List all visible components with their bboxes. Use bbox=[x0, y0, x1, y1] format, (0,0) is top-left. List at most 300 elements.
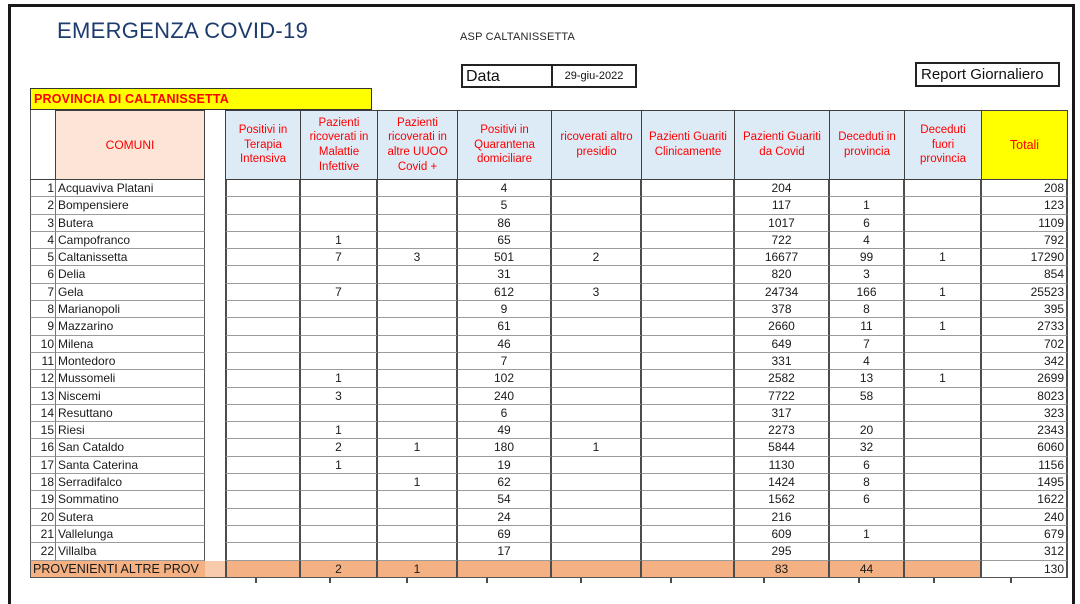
data-cell[interactable] bbox=[378, 180, 458, 197]
data-cell[interactable]: 13 bbox=[830, 370, 905, 387]
footer-cell[interactable]: 44 bbox=[830, 561, 905, 578]
row-number[interactable]: 5 bbox=[30, 249, 55, 266]
data-cell[interactable] bbox=[225, 353, 301, 370]
comuni-header[interactable]: COMUNI bbox=[55, 110, 205, 180]
data-cell[interactable] bbox=[642, 439, 735, 456]
column-header-4[interactable]: Positivi in Quarantena domiciliare bbox=[458, 110, 552, 180]
data-cell[interactable] bbox=[552, 509, 642, 526]
data-cell[interactable]: 3 bbox=[378, 249, 458, 266]
data-cell[interactable] bbox=[830, 405, 905, 422]
column-border-sliver bbox=[331, 578, 408, 583]
row-number[interactable]: 11 bbox=[30, 353, 55, 370]
data-cell[interactable] bbox=[378, 405, 458, 422]
data-cell[interactable]: 65 bbox=[458, 232, 552, 249]
data-cell[interactable]: 117 bbox=[735, 197, 830, 214]
data-cell[interactable]: 612 bbox=[458, 284, 552, 301]
comune-name[interactable]: Milena bbox=[55, 336, 205, 353]
data-cell[interactable] bbox=[378, 388, 458, 405]
data-cell[interactable]: 1622 bbox=[982, 491, 1068, 508]
data-cell[interactable]: 240 bbox=[458, 388, 552, 405]
data-cell[interactable] bbox=[552, 180, 642, 197]
data-cell[interactable] bbox=[552, 232, 642, 249]
data-cell[interactable] bbox=[552, 422, 642, 439]
row-number[interactable]: 18 bbox=[30, 474, 55, 491]
data-cell[interactable] bbox=[378, 301, 458, 318]
data-cell[interactable] bbox=[301, 405, 378, 422]
data-cell[interactable]: 102 bbox=[458, 370, 552, 387]
data-cell[interactable]: 86 bbox=[458, 215, 552, 232]
data-cell[interactable] bbox=[552, 526, 642, 543]
data-cell[interactable]: 6060 bbox=[982, 439, 1068, 456]
data-cell[interactable]: 323 bbox=[982, 405, 1068, 422]
data-cell[interactable] bbox=[225, 457, 301, 474]
data-cell[interactable]: 1 bbox=[905, 370, 982, 387]
data-cell[interactable]: 7 bbox=[301, 284, 378, 301]
data-cell[interactable]: 1156 bbox=[982, 457, 1068, 474]
comune-name[interactable]: Mussomeli bbox=[55, 370, 205, 387]
data-cell[interactable] bbox=[225, 405, 301, 422]
data-cell[interactable] bbox=[225, 180, 301, 197]
data-cell[interactable]: 1 bbox=[301, 422, 378, 439]
data-cell[interactable] bbox=[642, 266, 735, 283]
data-cell[interactable] bbox=[552, 370, 642, 387]
row-number[interactable]: 21 bbox=[30, 526, 55, 543]
data-cell[interactable] bbox=[378, 266, 458, 283]
data-cell[interactable]: 649 bbox=[735, 336, 830, 353]
comune-name[interactable]: Caltanissetta bbox=[55, 249, 205, 266]
data-cell[interactable]: 792 bbox=[982, 232, 1068, 249]
column-header-8[interactable]: Deceduti in provincia bbox=[830, 110, 905, 180]
data-cell[interactable] bbox=[552, 353, 642, 370]
data-cell[interactable] bbox=[378, 232, 458, 249]
data-cell[interactable] bbox=[830, 509, 905, 526]
data-cell[interactable] bbox=[905, 232, 982, 249]
data-cell[interactable] bbox=[378, 215, 458, 232]
data-cell[interactable] bbox=[378, 197, 458, 214]
row-number[interactable]: 17 bbox=[30, 457, 55, 474]
data-cell[interactable]: 5844 bbox=[735, 439, 830, 456]
data-cell[interactable] bbox=[905, 388, 982, 405]
data-cell[interactable]: 1109 bbox=[982, 215, 1068, 232]
data-cell[interactable] bbox=[642, 284, 735, 301]
data-cell[interactable]: 8023 bbox=[982, 388, 1068, 405]
data-cell[interactable]: 20 bbox=[830, 422, 905, 439]
data-cell[interactable]: 317 bbox=[735, 405, 830, 422]
comune-name[interactable]: Vallelunga bbox=[55, 526, 205, 543]
data-cell[interactable]: 7 bbox=[458, 353, 552, 370]
comune-name[interactable]: Resuttano bbox=[55, 405, 205, 422]
data-cell[interactable] bbox=[225, 301, 301, 318]
data-cell[interactable]: 99 bbox=[830, 249, 905, 266]
data-cell[interactable]: 2733 bbox=[982, 318, 1068, 335]
data-cell[interactable] bbox=[225, 491, 301, 508]
data-cell[interactable]: 7722 bbox=[735, 388, 830, 405]
data-cell[interactable] bbox=[905, 353, 982, 370]
data-cell[interactable] bbox=[378, 284, 458, 301]
data-cell[interactable] bbox=[378, 353, 458, 370]
data-cell[interactable]: 25523 bbox=[982, 284, 1068, 301]
data-cell[interactable]: 854 bbox=[982, 266, 1068, 283]
data-cell[interactable] bbox=[642, 526, 735, 543]
data-cell[interactable]: 331 bbox=[735, 353, 830, 370]
data-cell[interactable]: 24734 bbox=[735, 284, 830, 301]
comune-name[interactable]: Santa Caterina bbox=[55, 457, 205, 474]
data-cell[interactable] bbox=[905, 336, 982, 353]
data-cell[interactable] bbox=[225, 388, 301, 405]
data-cell[interactable]: 16677 bbox=[735, 249, 830, 266]
data-cell[interactable] bbox=[301, 215, 378, 232]
row-number[interactable]: 1 bbox=[30, 180, 55, 197]
data-cell[interactable]: 17 bbox=[458, 543, 552, 560]
comune-name[interactable]: Niscemi bbox=[55, 388, 205, 405]
row-number[interactable]: 14 bbox=[30, 405, 55, 422]
data-cell[interactable] bbox=[642, 180, 735, 197]
footer-cell[interactable]: 2 bbox=[301, 561, 378, 578]
column-header-10[interactable]: Totali bbox=[982, 110, 1068, 180]
data-cell[interactable] bbox=[225, 197, 301, 214]
data-cell[interactable]: 609 bbox=[735, 526, 830, 543]
data-cell[interactable]: 1130 bbox=[735, 457, 830, 474]
data-cell[interactable]: 6 bbox=[458, 405, 552, 422]
data-cell[interactable]: 1 bbox=[378, 439, 458, 456]
data-cell[interactable] bbox=[642, 301, 735, 318]
data-cell[interactable] bbox=[301, 474, 378, 491]
data-cell[interactable]: 1424 bbox=[735, 474, 830, 491]
data-cell[interactable]: 5 bbox=[458, 197, 552, 214]
row-number[interactable]: 7 bbox=[30, 284, 55, 301]
data-cell[interactable] bbox=[552, 301, 642, 318]
data-cell[interactable]: 8 bbox=[830, 301, 905, 318]
data-cell[interactable]: 2343 bbox=[982, 422, 1068, 439]
data-cell[interactable] bbox=[905, 422, 982, 439]
data-cell[interactable]: 722 bbox=[735, 232, 830, 249]
data-cell[interactable]: 3 bbox=[552, 284, 642, 301]
data-cell[interactable] bbox=[905, 474, 982, 491]
data-cell[interactable]: 216 bbox=[735, 509, 830, 526]
data-cell[interactable]: 166 bbox=[830, 284, 905, 301]
comune-name[interactable]: Delia bbox=[55, 266, 205, 283]
data-cell[interactable]: 501 bbox=[458, 249, 552, 266]
comune-name[interactable]: Sutera bbox=[55, 509, 205, 526]
data-cell[interactable] bbox=[642, 249, 735, 266]
column-header-7[interactable]: Pazienti Guariti da Covid bbox=[735, 110, 830, 180]
data-cell[interactable]: 378 bbox=[735, 301, 830, 318]
comune-name[interactable]: Marianopoli bbox=[55, 301, 205, 318]
data-cell[interactable] bbox=[642, 491, 735, 508]
data-cell[interactable] bbox=[642, 509, 735, 526]
data-cell[interactable]: 6 bbox=[830, 491, 905, 508]
data-cell[interactable]: 6 bbox=[830, 215, 905, 232]
data-cell[interactable]: 24 bbox=[458, 509, 552, 526]
data-cell[interactable]: 1 bbox=[905, 318, 982, 335]
data-cell[interactable]: 11 bbox=[830, 318, 905, 335]
data-cell[interactable] bbox=[378, 457, 458, 474]
row-number-header[interactable] bbox=[30, 110, 55, 180]
data-cell[interactable]: 7 bbox=[830, 336, 905, 353]
footer-cell[interactable] bbox=[458, 561, 552, 578]
data-cell[interactable]: 2273 bbox=[735, 422, 830, 439]
data-cell[interactable]: 69 bbox=[458, 526, 552, 543]
data-cell[interactable] bbox=[225, 474, 301, 491]
column-header-2[interactable]: Pazienti ricoverati in Malattie Infettive bbox=[301, 110, 378, 180]
spacer-header bbox=[205, 110, 225, 180]
data-cell[interactable] bbox=[642, 336, 735, 353]
data-cell[interactable] bbox=[642, 388, 735, 405]
column-border-sliver bbox=[255, 578, 331, 583]
row-number[interactable]: 10 bbox=[30, 336, 55, 353]
data-cell[interactable]: 46 bbox=[458, 336, 552, 353]
column-header-6[interactable]: Pazienti Guariti Clinicamente bbox=[642, 110, 735, 180]
data-cell[interactable] bbox=[552, 405, 642, 422]
data-cell[interactable]: 1 bbox=[905, 249, 982, 266]
data-cell[interactable] bbox=[301, 491, 378, 508]
comune-name[interactable]: Campofranco bbox=[55, 232, 205, 249]
row-number[interactable]: 12 bbox=[30, 370, 55, 387]
data-cell[interactable] bbox=[642, 353, 735, 370]
spacer-cell bbox=[205, 509, 225, 526]
data-cell[interactable] bbox=[301, 266, 378, 283]
report-title-cell[interactable]: Report Giornaliero bbox=[915, 62, 1060, 87]
data-cell[interactable]: 1 bbox=[905, 284, 982, 301]
data-cell[interactable]: 9 bbox=[458, 301, 552, 318]
data-cell[interactable] bbox=[301, 353, 378, 370]
data-cell[interactable]: 1 bbox=[830, 197, 905, 214]
data-cell[interactable]: 2 bbox=[301, 439, 378, 456]
data-cell[interactable] bbox=[552, 457, 642, 474]
data-cell[interactable] bbox=[642, 543, 735, 560]
data-cell[interactable] bbox=[905, 266, 982, 283]
data-cell[interactable]: 208 bbox=[982, 180, 1068, 197]
column-border-sliver bbox=[408, 578, 488, 583]
data-cell[interactable] bbox=[552, 197, 642, 214]
comune-name[interactable]: San Cataldo bbox=[55, 439, 205, 456]
data-cell[interactable] bbox=[378, 422, 458, 439]
data-cell[interactable]: 702 bbox=[982, 336, 1068, 353]
data-cell[interactable] bbox=[301, 197, 378, 214]
data-cell[interactable] bbox=[552, 474, 642, 491]
data-cell[interactable]: 1 bbox=[830, 526, 905, 543]
data-cell[interactable] bbox=[301, 180, 378, 197]
data-cell[interactable] bbox=[905, 543, 982, 560]
data-cell[interactable]: 204 bbox=[735, 180, 830, 197]
data-cell[interactable]: 679 bbox=[982, 526, 1068, 543]
data-cell[interactable] bbox=[642, 197, 735, 214]
data-cell[interactable] bbox=[905, 439, 982, 456]
data-cell[interactable]: 123 bbox=[982, 197, 1068, 214]
data-cell[interactable] bbox=[552, 388, 642, 405]
data-cell[interactable] bbox=[642, 457, 735, 474]
data-cell[interactable] bbox=[378, 509, 458, 526]
data-cell[interactable] bbox=[225, 526, 301, 543]
comune-name[interactable]: Villalba bbox=[55, 543, 205, 560]
data-cell[interactable] bbox=[301, 526, 378, 543]
footer-cell[interactable] bbox=[905, 561, 982, 578]
data-cell[interactable]: 62 bbox=[458, 474, 552, 491]
data-cell[interactable] bbox=[378, 526, 458, 543]
comune-name[interactable]: Acquaviva Platani bbox=[55, 180, 205, 197]
comune-name[interactable]: Butera bbox=[55, 215, 205, 232]
data-cell[interactable]: 2582 bbox=[735, 370, 830, 387]
data-cell[interactable] bbox=[830, 180, 905, 197]
row-number[interactable]: 15 bbox=[30, 422, 55, 439]
data-cell[interactable]: 1 bbox=[378, 474, 458, 491]
data-cell[interactable] bbox=[225, 284, 301, 301]
data-cell[interactable]: 820 bbox=[735, 266, 830, 283]
data-cell[interactable]: 395 bbox=[982, 301, 1068, 318]
data-cell[interactable]: 312 bbox=[982, 543, 1068, 560]
data-cell[interactable]: 17290 bbox=[982, 249, 1068, 266]
row-number[interactable]: 13 bbox=[30, 388, 55, 405]
data-cell[interactable] bbox=[225, 336, 301, 353]
data-cell[interactable] bbox=[225, 249, 301, 266]
data-cell[interactable]: 1562 bbox=[735, 491, 830, 508]
data-cell[interactable]: 7 bbox=[301, 249, 378, 266]
row-number[interactable]: 16 bbox=[30, 439, 55, 456]
data-cell[interactable]: 180 bbox=[458, 439, 552, 456]
data-cell[interactable]: 8 bbox=[830, 474, 905, 491]
data-cell[interactable] bbox=[552, 318, 642, 335]
column-border-sliver bbox=[582, 578, 672, 583]
data-cell[interactable]: 54 bbox=[458, 491, 552, 508]
row-number[interactable]: 3 bbox=[30, 215, 55, 232]
column-header-1[interactable]: Positivi in Terapia Intensiva bbox=[225, 110, 301, 180]
data-cell[interactable] bbox=[301, 543, 378, 560]
data-cell[interactable] bbox=[905, 197, 982, 214]
row-number[interactable]: 9 bbox=[30, 318, 55, 335]
data-cell[interactable] bbox=[905, 491, 982, 508]
data-cell[interactable]: 4 bbox=[830, 232, 905, 249]
data-cell[interactable] bbox=[552, 336, 642, 353]
data-cell[interactable] bbox=[301, 318, 378, 335]
column-header-3[interactable]: Pazienti ricoverati in altre UUOO Covid + bbox=[378, 110, 458, 180]
data-cell[interactable] bbox=[642, 215, 735, 232]
data-cell[interactable] bbox=[225, 370, 301, 387]
data-cell[interactable] bbox=[552, 543, 642, 560]
data-cell[interactable]: 3 bbox=[830, 266, 905, 283]
comune-name[interactable]: Montedoro bbox=[55, 353, 205, 370]
data-cell[interactable] bbox=[225, 439, 301, 456]
data-cell[interactable]: 31 bbox=[458, 266, 552, 283]
footer-cell[interactable]: 83 bbox=[735, 561, 830, 578]
data-cell[interactable] bbox=[225, 543, 301, 560]
footer-cell[interactable] bbox=[642, 561, 735, 578]
spacer-cell bbox=[205, 370, 225, 387]
data-cell[interactable]: 61 bbox=[458, 318, 552, 335]
data-cell[interactable]: 342 bbox=[982, 353, 1068, 370]
data-cell[interactable]: 2 bbox=[552, 249, 642, 266]
footer-label[interactable]: PROVENIENTI ALTRE PROV bbox=[30, 561, 205, 578]
footer-cell[interactable]: 1 bbox=[378, 561, 458, 578]
data-cell[interactable]: 49 bbox=[458, 422, 552, 439]
comune-name[interactable]: Mazzarino bbox=[55, 318, 205, 335]
row-number[interactable]: 8 bbox=[30, 301, 55, 318]
data-cell[interactable] bbox=[642, 370, 735, 387]
data-cell[interactable] bbox=[905, 180, 982, 197]
data-cell[interactable] bbox=[642, 405, 735, 422]
data-cell[interactable] bbox=[225, 318, 301, 335]
data-cell[interactable]: 1 bbox=[552, 439, 642, 456]
data-cell[interactable] bbox=[225, 422, 301, 439]
data-cell[interactable] bbox=[642, 232, 735, 249]
footer-cell[interactable]: 130 bbox=[982, 561, 1068, 578]
footer-cell[interactable] bbox=[225, 561, 301, 578]
data-cell[interactable] bbox=[225, 232, 301, 249]
row-number[interactable]: 19 bbox=[30, 491, 55, 508]
data-cell[interactable] bbox=[642, 318, 735, 335]
date-value-cell[interactable]: 29-giu-2022 bbox=[553, 64, 637, 88]
data-cell[interactable] bbox=[552, 215, 642, 232]
row-number[interactable]: 6 bbox=[30, 266, 55, 283]
data-cell[interactable]: 32 bbox=[830, 439, 905, 456]
data-cell[interactable] bbox=[830, 543, 905, 560]
comune-name[interactable]: Bompensiere bbox=[55, 197, 205, 214]
data-cell[interactable] bbox=[301, 509, 378, 526]
table-continuation bbox=[255, 578, 1080, 583]
data-cell[interactable] bbox=[225, 509, 301, 526]
data-cell[interactable] bbox=[378, 370, 458, 387]
comune-name[interactable]: Gela bbox=[55, 284, 205, 301]
data-cell[interactable] bbox=[378, 336, 458, 353]
data-cell[interactable]: 240 bbox=[982, 509, 1068, 526]
data-cell[interactable] bbox=[905, 215, 982, 232]
data-cell[interactable]: 4 bbox=[458, 180, 552, 197]
data-cell[interactable] bbox=[905, 509, 982, 526]
data-cell[interactable] bbox=[378, 491, 458, 508]
data-cell[interactable]: 2660 bbox=[735, 318, 830, 335]
data-cell[interactable] bbox=[905, 301, 982, 318]
data-cell[interactable]: 1495 bbox=[982, 474, 1068, 491]
data-cell[interactable] bbox=[301, 336, 378, 353]
row-number[interactable]: 22 bbox=[30, 543, 55, 560]
data-cell[interactable]: 6 bbox=[830, 457, 905, 474]
date-label-cell[interactable]: Data bbox=[461, 64, 553, 88]
data-cell[interactable] bbox=[642, 422, 735, 439]
data-cell[interactable]: 1 bbox=[301, 457, 378, 474]
data-cell[interactable] bbox=[225, 215, 301, 232]
data-cell[interactable]: 4 bbox=[830, 353, 905, 370]
data-cell[interactable]: 2699 bbox=[982, 370, 1068, 387]
data-cell[interactable] bbox=[378, 318, 458, 335]
data-cell[interactable] bbox=[905, 526, 982, 543]
comune-name[interactable]: Riesi bbox=[55, 422, 205, 439]
footer-cell[interactable] bbox=[552, 561, 642, 578]
data-cell[interactable]: 295 bbox=[735, 543, 830, 560]
data-cell[interactable] bbox=[642, 474, 735, 491]
column-header-5[interactable]: ricoverati altro presidio bbox=[552, 110, 642, 180]
data-cell[interactable] bbox=[225, 266, 301, 283]
data-cell[interactable] bbox=[905, 405, 982, 422]
row-number[interactable]: 4 bbox=[30, 232, 55, 249]
data-cell[interactable] bbox=[905, 457, 982, 474]
data-cell[interactable]: 58 bbox=[830, 388, 905, 405]
data-cell[interactable]: 1017 bbox=[735, 215, 830, 232]
data-cell[interactable]: 3 bbox=[301, 388, 378, 405]
column-header-9[interactable]: Deceduti fuori provincia bbox=[905, 110, 982, 180]
comune-name[interactable]: Sommatino bbox=[55, 491, 205, 508]
data-cell[interactable]: 1 bbox=[301, 232, 378, 249]
data-cell[interactable] bbox=[552, 266, 642, 283]
org-name: ASP CALTANISSETTA bbox=[460, 31, 576, 43]
comune-name[interactable]: Serradifalco bbox=[55, 474, 205, 491]
row-number[interactable]: 2 bbox=[30, 197, 55, 214]
data-cell[interactable]: 19 bbox=[458, 457, 552, 474]
data-cell[interactable] bbox=[301, 301, 378, 318]
data-cell[interactable] bbox=[378, 543, 458, 560]
data-cell[interactable] bbox=[552, 491, 642, 508]
row-number[interactable]: 20 bbox=[30, 509, 55, 526]
spacer-cell bbox=[205, 422, 225, 439]
data-cell[interactable]: 1 bbox=[301, 370, 378, 387]
